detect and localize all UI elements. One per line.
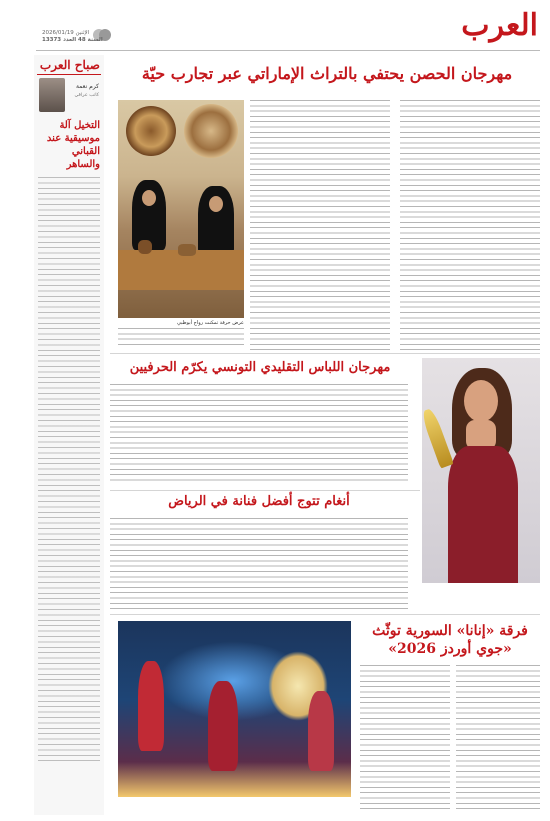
column-section-title: صباح العرب: [39, 58, 100, 72]
article1-body-col1: [400, 100, 540, 350]
article2-body: [110, 384, 408, 484]
author-name: كرم نعمة: [75, 83, 99, 90]
photo-face: [142, 190, 156, 206]
issue-date: 2026/01/19 الإثنين: [42, 30, 90, 36]
article1-photo: [118, 100, 244, 318]
photo-performer: [308, 691, 334, 771]
article1-headline: مهرجان الحصن يحتفي بالتراث الإماراتي عبر تجارب حيّة: [141, 64, 513, 83]
date-block: [42, 30, 103, 44]
photo-face: [209, 196, 223, 212]
photo-dress: [448, 446, 518, 583]
divider: [110, 353, 540, 354]
divider: [110, 490, 420, 491]
article3-headline: أنغام تتوج أفضل فنانة في الرياض: [168, 494, 350, 509]
masthead-rule: [36, 50, 540, 51]
photo-trophy: [422, 407, 454, 468]
photo-performer: [138, 661, 164, 751]
article4-body-col1: [456, 665, 540, 811]
photo-performer: [208, 681, 238, 771]
article2-photo: [422, 358, 540, 583]
column-body-text: [38, 177, 100, 762]
article3-body: [110, 518, 408, 610]
article1-body-col2: [250, 100, 390, 350]
article4-headline: فرقة «إنانا» السورية توثّث «جوي أوردز 2026»: [372, 623, 528, 657]
article2-headline: مهرجان اللباس التقليدي التونسي يكرّم الحرفيين: [129, 360, 391, 375]
author-avatar: [39, 78, 65, 112]
photo-pot: [138, 240, 152, 254]
column-headline: التخيل آلة موسيقية عند القباني والساهر: [46, 120, 100, 170]
article1-photo-caption: عرض حرفة تمكنت رواج أبوظبي: [177, 320, 244, 326]
photo-basket: [184, 104, 238, 158]
article4-photo: [118, 621, 351, 797]
article4-body-col2: [360, 665, 450, 811]
opinion-column: [34, 55, 104, 815]
photo-table: [118, 250, 244, 290]
photo-face: [464, 380, 498, 422]
article1-body-col3: [118, 328, 244, 348]
author-role: كاتب عراقي: [74, 93, 99, 98]
divider: [110, 614, 540, 615]
author-row: [37, 74, 101, 115]
issue-number: 13373 السنة 48 العدد: [42, 37, 103, 43]
newspaper-logo: العرب: [461, 8, 538, 43]
photo-basket: [126, 106, 176, 156]
photo-pot: [178, 244, 196, 256]
